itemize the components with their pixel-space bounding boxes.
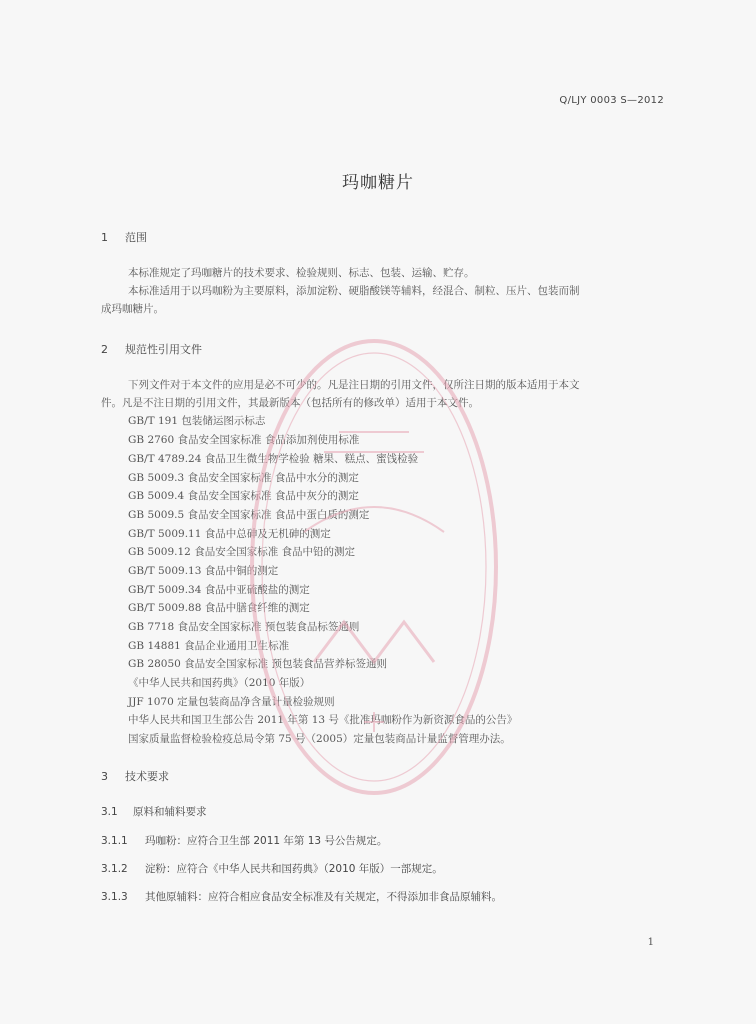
clause-number: 3.1.3: [101, 891, 128, 903]
reference-item: GB/T 4789.24 食品卫生微生物学检验 糖果、糕点、蜜饯检验: [128, 453, 419, 465]
reference-item: 《中华人民共和国药典》（2010 年版）: [128, 677, 311, 689]
reference-item: GB/T 5009.11 食品中总砷及无机砷的测定: [128, 528, 331, 540]
subsection-3-1-title: 原料和辅料要求: [133, 806, 207, 818]
subsection-3-1-number: 3.1: [101, 806, 118, 818]
standard-code: Q/LJY 0003 S—2012: [559, 95, 664, 106]
section-3-title: 技术要求: [125, 770, 169, 783]
clause-3-1-3: [101, 889, 502, 904]
reference-item: JJF 1070 定量包装商品净含量计量检验规则: [128, 696, 335, 708]
reference-item: GB 2760 食品安全国家标准 食品添加剂使用标准: [128, 434, 360, 446]
subsection-3-1-heading: [101, 804, 207, 819]
reference-item: GB 28050 食品安全国家标准 预包装食品营养标签通则: [128, 658, 388, 670]
reference-item: GB/T 5009.13 食品中铜的测定: [128, 565, 279, 577]
reference-item: GB 5009.3 食品安全国家标准 食品中水分的测定: [128, 472, 359, 484]
section-1-para-2-line-1: 本标准适用于以玛咖粉为主要原料，添加淀粉、硬脂酸镁等辅料，经混合、制粒、压片、包装而制: [128, 285, 580, 297]
clause-text: 淀粉：应符合《中华人民共和国药典》（2010 年版）一部规定。: [145, 863, 443, 875]
reference-item: GB/T 191 包装储运图示标志: [128, 415, 266, 427]
reference-item: 国家质量监督检验检疫总局令第 75 号（2005）定量包装商品计量监督管理办法。: [128, 733, 511, 745]
section-3-heading: [101, 768, 169, 784]
reference-item: GB 5009.12 食品安全国家标准 食品中铅的测定: [128, 546, 356, 558]
reference-item: GB 5009.4 食品安全国家标准 食品中灰分的测定: [128, 490, 359, 502]
section-2-heading: [101, 341, 202, 357]
reference-item: 中华人民共和国卫生部公告 2011 年第 13 号《批准玛咖粉作为新资源食品的公告》: [128, 714, 518, 726]
section-1-number: 1: [101, 231, 108, 244]
section-2-number: 2: [101, 343, 108, 356]
section-2-title: 规范性引用文件: [125, 343, 202, 356]
section-1-para-2-line-2: 成玛咖糖片。: [101, 303, 164, 315]
section-3-number: 3: [101, 770, 108, 783]
section-1-title: 范围: [125, 231, 147, 244]
clause-3-1-2: [101, 861, 443, 876]
section-1-para-1: 本标准规定了玛咖糖片的技术要求、检验规则、标志、包装、运输、贮存。: [128, 267, 475, 279]
clause-text: 其他原辅料：应符合相应食品安全标准及有关规定，不得添加非食品原辅料。: [145, 891, 502, 903]
section-2-intro-line-1: 下列文件对于本文件的应用是必不可少的。凡是注日期的引用文件，仅所注日期的版本适用于本文: [128, 379, 580, 391]
section-1-heading: [101, 229, 147, 245]
reference-item: GB 14881 食品企业通用卫生标准: [128, 640, 290, 652]
reference-item: GB/T 5009.88 食品中膳食纤维的测定: [128, 602, 310, 614]
clause-3-1-1: [101, 833, 387, 848]
clause-number: 3.1.1: [101, 835, 128, 847]
section-2-intro-line-2: 件。凡是不注日期的引用文件，其最新版本（包括所有的修改单）适用于本文件。: [101, 397, 479, 409]
reference-item: GB/T 5009.34 食品中亚硫酸盐的测定: [128, 584, 310, 596]
reference-item: GB 5009.5 食品安全国家标准 食品中蛋白质的测定: [128, 509, 370, 521]
reference-item: GB 7718 食品安全国家标准 预包装食品标签通则: [128, 621, 360, 633]
clause-number: 3.1.2: [101, 863, 128, 875]
clause-text: 玛咖粉：应符合卫生部 2011 年第 13 号公告规定。: [145, 835, 388, 847]
document-title: 玛咖糖片: [342, 173, 414, 193]
page-number: 1: [647, 937, 654, 948]
